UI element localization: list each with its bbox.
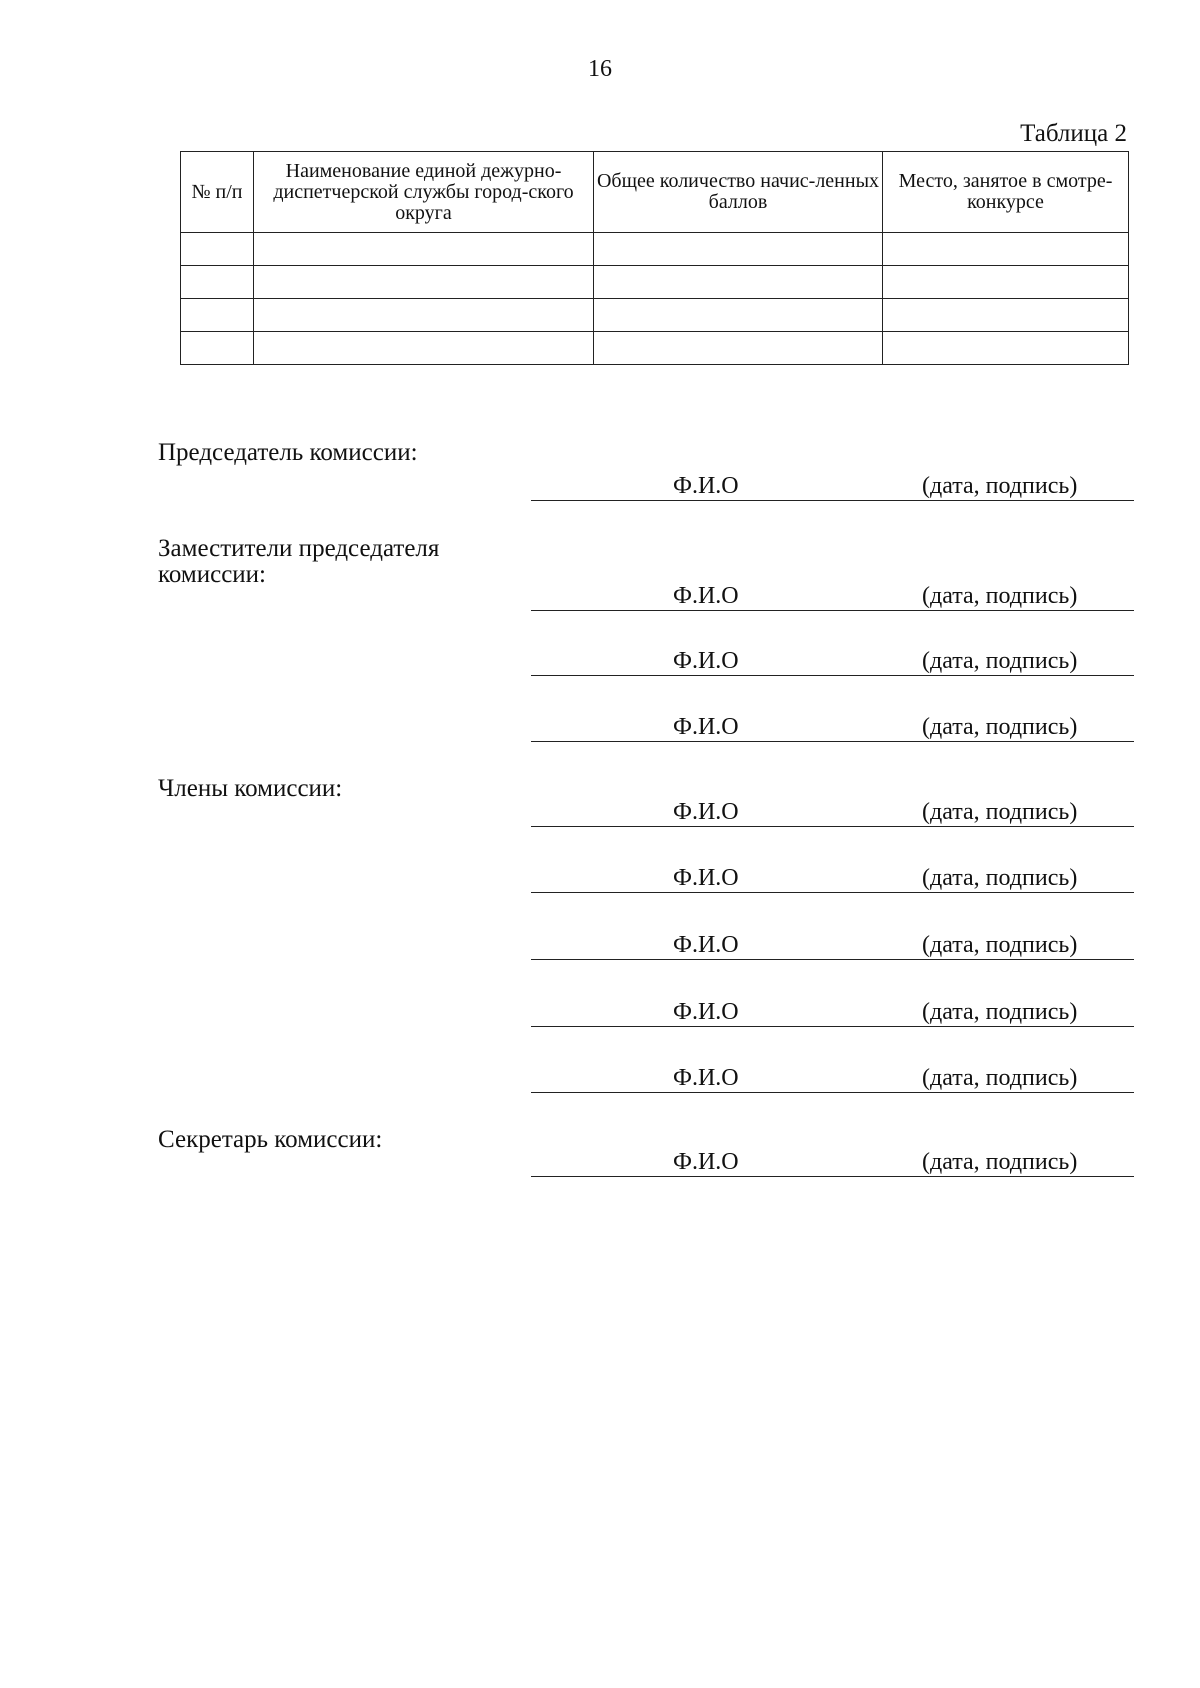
deputies-label: Заместители председателя комиссии: [158,535,440,588]
signature-line-secretary [531,1146,1134,1177]
header-service-name: Наименование единой дежурно-диспетчерской службы город-ского округа [254,152,594,233]
cell-place [883,332,1129,365]
cell-number [181,299,254,332]
fio-placeholder: Ф.И.О [673,714,739,740]
header-number: № п/п [181,152,254,233]
date-signature-placeholder: (дата, подпись) [922,648,1078,674]
header-place: Место, занятое в смотре-конкурсе [883,152,1129,233]
fio-placeholder: Ф.И.О [673,1065,739,1091]
cell-service-name [254,299,594,332]
cell-number [181,233,254,266]
secretary-label: Секретарь комиссии: [158,1126,383,1153]
signature-line-member [531,1062,1134,1093]
cell-place [883,299,1129,332]
fio-placeholder: Ф.И.О [673,473,739,499]
fio-placeholder: Ф.И.О [673,648,739,674]
cell-total-points [594,332,883,365]
signature-line-deputy [531,580,1134,611]
date-signature-placeholder: (дата, подпись) [922,714,1078,740]
fio-placeholder: Ф.И.О [673,865,739,891]
fio-placeholder: Ф.И.О [673,1149,739,1175]
signature-line-member [531,796,1134,827]
cell-number [181,332,254,365]
fio-placeholder: Ф.И.О [673,583,739,609]
fio-placeholder: Ф.И.О [673,932,739,958]
date-signature-placeholder: (дата, подпись) [922,799,1078,825]
cell-total-points [594,299,883,332]
header-total-points: Общее количество начис-ленных баллов [594,152,883,233]
cell-total-points [594,266,883,299]
table-row [181,332,1129,365]
cell-number [181,266,254,299]
date-signature-placeholder: (дата, подпись) [922,1065,1078,1091]
table-caption: Таблица 2 [1020,120,1127,147]
cell-place [883,266,1129,299]
signature-line-member [531,862,1134,893]
table-row [181,266,1129,299]
signature-line-member [531,996,1134,1027]
signature-line-deputy [531,645,1134,676]
fio-placeholder: Ф.И.О [673,799,739,825]
cell-service-name [254,332,594,365]
table-row [181,299,1129,332]
results-table [180,151,1129,365]
cell-service-name [254,266,594,299]
cell-place [883,233,1129,266]
page-number: 16 [588,56,612,82]
table-row [181,233,1129,266]
date-signature-placeholder: (дата, подпись) [922,473,1078,499]
table-header-row [181,152,1129,233]
cell-total-points [594,233,883,266]
signature-line-chairman [531,470,1134,501]
signature-line-member [531,929,1134,960]
date-signature-placeholder: (дата, подпись) [922,932,1078,958]
fio-placeholder: Ф.И.О [673,999,739,1025]
date-signature-placeholder: (дата, подпись) [922,865,1078,891]
signature-line-deputy [531,711,1134,742]
chairman-label: Председатель комиссии: [158,439,418,466]
date-signature-placeholder: (дата, подпись) [922,1149,1078,1175]
members-label: Члены комиссии: [158,775,343,802]
cell-service-name [254,233,594,266]
date-signature-placeholder: (дата, подпись) [922,999,1078,1025]
date-signature-placeholder: (дата, подпись) [922,583,1078,609]
